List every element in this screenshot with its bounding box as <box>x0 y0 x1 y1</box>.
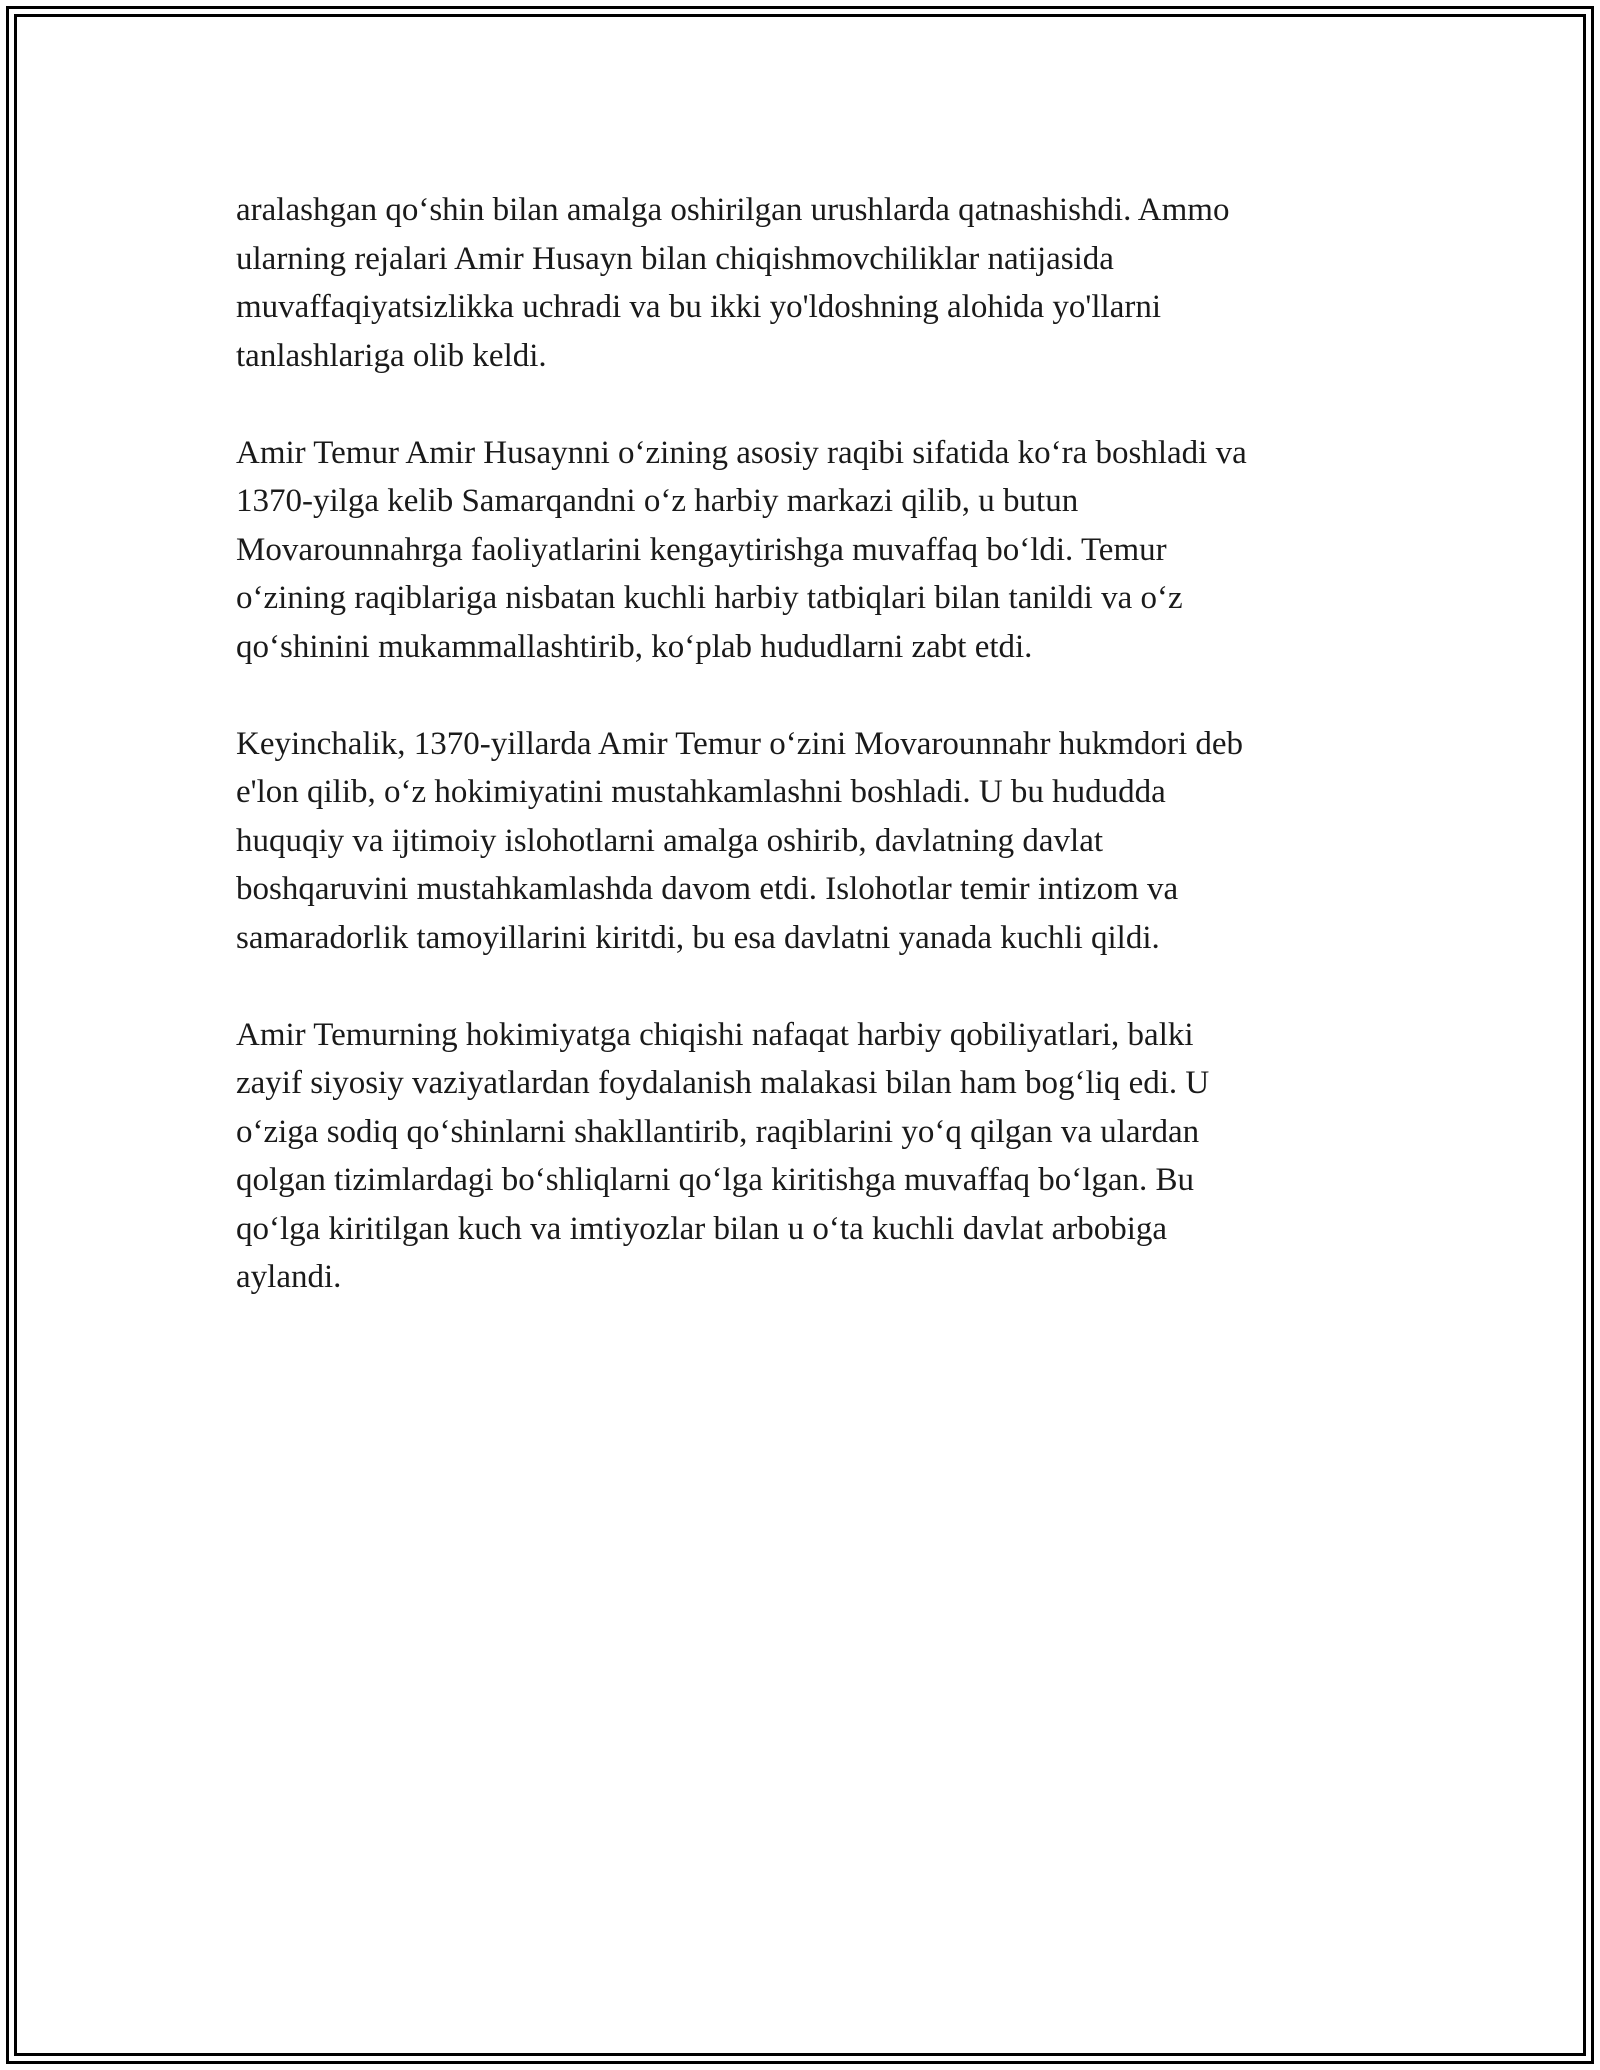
text-line: tanlashlariga olib keldi. <box>236 337 547 374</box>
text-line: o‘ziga sodiq qo‘shinlarni shakllantirib, raqiblarini yo‘q qilgan va ulardan <box>236 1113 1200 1150</box>
text-line: qo‘shinini mukammallashtirib, ko‘plab hududlarni zabt etdi. <box>236 628 1033 665</box>
text-line: samaradorlik tamoyillarini kiritdi, bu esa davlatni yanada kuchli qildi. <box>236 919 1160 956</box>
paragraph-2 <box>236 429 1386 672</box>
document-body <box>236 186 1386 1350</box>
text-line: boshqaruvini mustahkamlashda davom etdi. Islohotlar temir intizom va <box>236 871 1179 907</box>
text-line: qolgan tizimlardagi bo‘shliqlarni qo‘lga kiritishga muvaffaq bo‘lgan. Bu <box>236 1162 1195 1198</box>
paragraph-1 <box>236 186 1386 380</box>
text-line: ularning rejalari Amir Husayn bilan chiqishmovchiliklar natijasida <box>236 240 1114 277</box>
text-line: Amir Temurning hokimiyatga chiqishi nafaqat harbiy qobiliyatlari, balki <box>236 1016 1194 1053</box>
text-line: huquqiy va ijtimoiy islohotlarni amalga oshirib, davlatning davlat <box>236 822 1104 859</box>
text-line: Keyinchalik, 1370-yillarda Amir Temur o‘zini Movarounnahr hukmdori deb <box>236 725 1244 762</box>
text-line: 1370-yilga kelib Samarqandni o‘z harbiy markazi qilib, u butun <box>236 483 1079 519</box>
text-line: muvaffaqiyatsizlikka uchradi va bu ikki yo'ldoshning alohida yo'llarni <box>236 289 1161 325</box>
text-line: Amir Temur Amir Husaynni o‘zining asosiy raqibi sifatida ko‘ra boshladi va <box>236 434 1247 471</box>
text-line: e'lon qilib, o‘z hokimiyatini mustahkamlashni boshladi. U bu hududda <box>236 774 1166 810</box>
paragraph-4 <box>236 1011 1386 1302</box>
paragraph-3 <box>236 720 1386 963</box>
text-line: aralashgan qo‘shin bilan amalga oshirilgan urushlarda qatnashishdi. Ammo <box>236 192 1230 228</box>
text-line: o‘zining raqiblariga nisbatan kuchli harbiy tatbiqlari bilan tanildi va o‘z <box>236 580 1183 616</box>
text-line: aylandi. <box>236 1259 342 1295</box>
text-line: zayif siyosiy vaziyatlardan foydalanish malakasi bilan ham bog‘liq edi. U <box>236 1065 1210 1101</box>
text-line: Movarounnahrga faoliyatlarini kengaytirishga muvaffaq bo‘ldi. Temur <box>236 531 1167 568</box>
text-line: qo‘lga kiritilgan kuch va imtiyozlar bilan u o‘ta kuchli davlat arbobiga <box>236 1210 1168 1247</box>
